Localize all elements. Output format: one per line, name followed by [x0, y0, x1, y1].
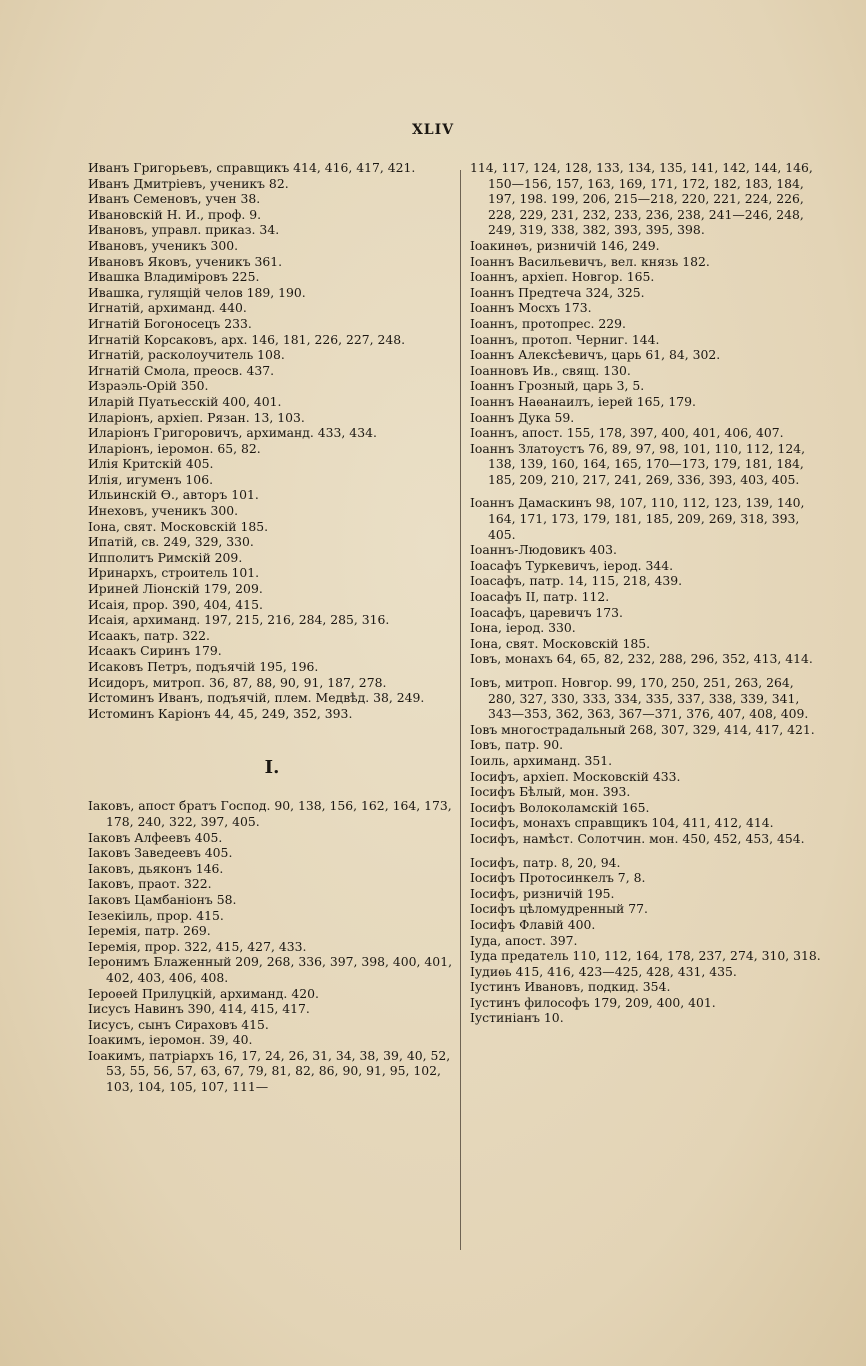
index-entry: Іуда, апост. 397. [470, 932, 578, 948]
section-letter: I. [264, 757, 280, 779]
index-entry: Іоаннъ Дамаскинъ 98, 107, 110, 112, 123, 139, 140, 164, 171, 173, 179, 181, 185, 209, 269, 318, 393, 405. [470, 495, 805, 542]
index-entry: Игнатій Смола, преосв. 437. [88, 362, 275, 378]
index-entry: Израэль-Орій 350. [88, 378, 209, 394]
index-entry: Игнатій, архиманд. 440. [88, 300, 247, 316]
index-entry: Іосифъ, монахъ справщикъ 104, 411, 412, 414. [470, 815, 774, 831]
index-entry: Іисусъ, сынъ Сираховъ 415. [88, 1016, 269, 1032]
index-entry: Ириней Ліонскій 179, 209. [88, 581, 263, 597]
index-entry: Іосифъ, архіеп. Московскій 433. [470, 768, 681, 784]
index-entry: Іоасафъ II, патр. 112. [470, 589, 610, 605]
index-entry: Іустинъ Ивановъ, подкид. 354. [470, 979, 671, 995]
index-entry: Ивановъ Яковъ, ученикъ 361. [88, 253, 283, 269]
index-entry: Игнатій, расколоучитель 108. [88, 347, 285, 363]
index-entry: 114, 117, 124, 128, 133, 134, 135, 141, 142, 144, 146, 150—156, 157, 163, 169, 171, 172, 182, 183, 184, 197, 198. 199, 206, 215—218, 220, 221, 224, 226, 228, 229, 231, 232, 233, 236, 238, 241—246, 248, 249, 319, 338, 382, 393, 395, 398. [470, 160, 813, 238]
index-entry: Іосифъ Протосинкелъ 7, 8. [470, 870, 646, 886]
index-entry: Ивановскій Н. И., проф. 9. [88, 206, 262, 222]
index-entry: Истоминъ Каріонъ 44, 45, 249, 352, 393. [88, 705, 353, 721]
index-entry: Ивашка Владиміровъ 225. [88, 269, 260, 285]
index-entry: Илія Критскій 405. [88, 456, 214, 472]
index-entry: Іоаннъ Васильевичъ, вел. князь 182. [470, 253, 710, 269]
index-entry: Исаакъ Сиринъ 179. [88, 643, 222, 659]
entry-gap [470, 667, 822, 675]
index-entry: Іоаннъ Дука 59. [470, 409, 575, 425]
index-entry: Іосифъ Волоколамскій 165. [470, 799, 650, 815]
index-entry: Инеховъ, ученикъ 300. [88, 503, 239, 519]
index-entry: Іоакимъ, іеромон. 39, 40. [88, 1032, 253, 1048]
index-entry: Іеремія, прор. 322, 415, 427, 433. [88, 938, 307, 954]
index-entry: Іосифъ цѣломудренный 77. [470, 901, 648, 917]
index-entry: Илія, игуменъ 106. [88, 471, 214, 487]
index-entry: Исаія, прор. 390, 404, 415. [88, 596, 263, 612]
index-entry: Іеронимъ Блаженный 209, 268, 336, 397, 398, 400, 401, 402, 403, 406, 408. [88, 954, 453, 985]
index-entry: Иларіонъ Григоровичъ, архиманд. 433, 434. [88, 425, 377, 441]
index-entry: Ильинскій Ѳ., авторъ 101. [88, 487, 259, 503]
index-entry: Іоаннъ Алексѣевичъ, царь 61, 84, 302. [470, 347, 721, 363]
index-entry: Іоаннъ, протопрес. 229. [470, 315, 626, 331]
index-entry: Іоаннъ, апост. 155, 178, 397, 400, 401, 406, 407. [470, 425, 784, 441]
index-entry: Іосифъ, патр. 8, 20, 94. [470, 854, 621, 870]
index-entry: Іоаннъ Наѳанаилъ, іерей 165, 179. [470, 393, 696, 409]
index-entry: Іосифъ Бѣлый, мон. 393. [470, 784, 631, 800]
index-entry: Исидоръ, митроп. 36, 87, 88, 90, 91, 187, 278. [88, 674, 387, 690]
index-entry: Иванъ Дмитріевъ, ученикъ 82. [88, 175, 289, 191]
index-entry: Исаковъ Петръ, подъячій 195, 196. [88, 659, 319, 674]
index-entry: Іустиніанъ 10. [470, 1010, 564, 1026]
left-entries-after [88, 798, 456, 1094]
index-entry: Іосифъ Флавій 400. [470, 916, 596, 932]
index-entry: Іосифъ, ризничій 195. [470, 885, 615, 901]
index-entry: Іероѳей Прилуцкій, архиманд. 420. [88, 985, 319, 1001]
index-entry: Іоакимъ, патріархъ 16, 17, 24, 26, 31, 34, 38, 39, 40, 52, 53, 55, 56, 57, 63, 67, 79, 81, 82, 86, 90, 91, 95, 102, 103, 104, 105, 107, 111— [88, 1047, 451, 1095]
entry-gap [470, 847, 822, 855]
index-entry: Іовъ многострадальный 268, 307, 329, 414, 417, 421. [470, 721, 815, 737]
index-entry: Іеремія, патр. 269. [88, 923, 211, 939]
index-entry: Исаакъ, патр. 322. [88, 627, 210, 643]
entry-gap [470, 487, 822, 495]
index-entry: Іоасафъ, царевичъ 173. [470, 604, 623, 620]
index-entry: Іоасафъ, патр. 14, 115, 218, 439. [470, 573, 683, 589]
index-entry: Іаковъ, апост братъ Господ. 90, 138, 156, 162, 164, 173, 178, 240, 322, 397, 405. [88, 798, 452, 829]
column-divider [460, 170, 461, 1250]
page-number: XLIV [411, 122, 455, 138]
index-entry: Іаковъ Алфеевъ 405. [88, 829, 223, 845]
index-entry: Іоаннъ, архіеп. Новгор. 165. [470, 269, 655, 285]
index-entry: Іисусъ Навинъ 390, 414, 415, 417. [88, 1001, 310, 1017]
index-entry: Іовъ, патр. 90. [470, 737, 564, 753]
index-entry: Іона, свят. Московскій 185. [470, 635, 651, 651]
index-entry: Іудиѳь 415, 416, 423—425, 428, 431, 435. [470, 963, 737, 979]
index-entry: Ипатій, св. 249, 329, 330. [88, 534, 254, 550]
index-entry: Иринархъ, строитель 101. [88, 565, 260, 581]
index-entry: Іезекіиль, прор. 415. [88, 907, 224, 923]
left-entries-before [88, 160, 456, 721]
index-entry: Іоанновъ Ив., свящ. 130. [470, 362, 631, 378]
index-entry: Іаковъ Заведеевъ 405. [88, 845, 233, 861]
index-entry: Іоаннъ Мосхъ 173. [470, 300, 592, 316]
left-column [88, 160, 456, 1095]
index-entry: Іоаннъ Предтеча 324, 325. [470, 284, 645, 300]
index-entry: Іона, іерод. 330. [470, 620, 576, 636]
index-entry: Иларіонъ, іеромон. 65, 82. [88, 440, 261, 456]
index-entry: Игнатій Богоносецъ 233. [88, 315, 252, 331]
index-entry: Іона, свят. Московскій 185. [88, 518, 269, 534]
index-entry: Игнатій Корсаковъ, арх. 146, 181, 226, 227, 248. [88, 331, 406, 347]
right-column [470, 160, 822, 1026]
index-entry: Іаковъ, праот. 322. [88, 876, 212, 892]
index-entry: Иванъ Семеновъ, учен 38. [88, 191, 261, 207]
index-entry: Іоаннъ, протоп. Черниг. 144. [470, 331, 660, 347]
index-entry: Іовъ, монахъ 64, 65, 82, 232, 288, 296, 352, 413, 414. [470, 651, 813, 667]
index-entry: Іосифъ, намѣст. Солотчин. мон. 450, 452, 453, 454. [470, 830, 805, 846]
index-entry: Іоаннъ Грозный, царь 3, 5. [470, 378, 645, 394]
index-entry: Іоаннъ-Людовикъ 403. [470, 542, 617, 558]
index-entry: Иларій Пуатьесскій 400, 401. [88, 393, 282, 409]
index-entry: Ивашка, гулящій челов 189, 190. [88, 284, 306, 300]
index-entry: Ивановъ, управл. приказ. 34. [88, 222, 280, 238]
index-entry: Исаія, архиманд. 197, 215, 216, 284, 285, 316. [88, 612, 390, 628]
index-entry: Истоминъ Иванъ, подъячій, плем. Медвѣд. 38, 249. [88, 690, 425, 706]
index-entry: Иларіонъ, архіеп. Рязан. 13, 103. [88, 409, 305, 425]
index-entry: Іоиль, архиманд. 351. [470, 752, 613, 768]
index-entry: Ивановъ, ученикъ 300. [88, 237, 239, 253]
index-entry: Іоаннъ Златоустъ 76, 89, 97, 98, 101, 110, 112, 124, 138, 139, 160, 164, 165, 170—173, 179, 181, 184, 185, 209, 210, 217, 241, 269, 336, 393, 403, 405. [470, 440, 806, 487]
index-entry: Іоакинѳъ, ризничій 146, 249. [470, 237, 660, 253]
index-entry: Іустинъ философъ 179, 209, 400, 401. [470, 994, 716, 1010]
index-entry: Іоасафъ Туркевичъ, іерод. 344. [470, 557, 674, 573]
index-entry: Іовъ, митроп. Новгор. 99, 170, 250, 251, 263, 264, 280, 327, 330, 333, 334, 335, 337, 338, 339, 341, 343—353, 362, 363, 367—371, 376, 407, 408, 409. [470, 675, 809, 722]
index-entry: Ипполитъ Римскій 209. [88, 549, 243, 565]
index-entry: Іаковъ, дьяконъ 146. [88, 860, 224, 876]
index-entry: Иванъ Григорьевъ, справщикъ 414, 416, 417, 421. [88, 160, 416, 175]
index-entry: Іаковъ Цамбаніонъ 58. [88, 891, 237, 907]
index-entry: Іуда предатель 110, 112, 164, 178, 237, 274, 310, 318. [470, 948, 821, 964]
